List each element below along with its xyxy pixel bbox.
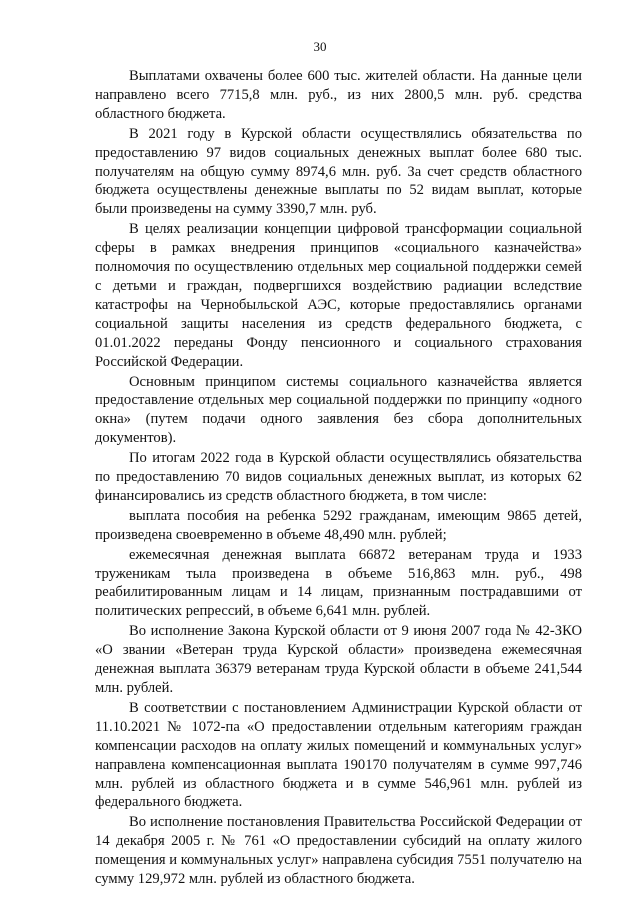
- paragraph-kursk-labor-veterans: Во исполнение Закона Курской области от 9 июня 2007 года № 42-ЗКО «О звании «Ветеран труда Курской области» произведена ежемесячная денежная выплата 36379 ветеранам труда Курской области в объеме 241,544 млн. рублей.: [95, 623, 582, 696]
- paragraph-2021-obligations: В 2021 году в Курской области осуществлялись обязательства по предоставлению 97 видов социальных денежных выплат более 680 тыс. получателям на общую сумму 8974,6 млн. руб. За счет средств областного бюджета осуществлены денежные выплаты по 52 видам выплат, которые были произведены на сумму 3390,7 млн. руб.: [95, 125, 582, 218]
- document-body: [95, 67, 582, 889]
- paragraph-digital-transformation: В целях реализации концепции цифровой трансформации социальной сферы в рамках внедрения принципов «социального казначейства» полномочия по осуществлению отдельных мер социальной поддержки семей с детьми и граждан, подвергшихся воздействию радиации вследствие катастрофы на Чернобыльской АЭС, которые предоставлялись органами социальной защиты населения из средств федерального бюджета, с 01.01.2022 переданы Фонду пенсионного и социального страхования Российской Федерации.: [95, 221, 582, 370]
- page-number: 30: [313, 39, 327, 54]
- paragraph-2022-results: По итогам 2022 года в Курской области осуществлялись обязательства по предоставлению 70 видов социальных денежных выплат, из которых 62 финансировались из средств областного бюджета, в том числе:: [95, 450, 582, 504]
- paragraph-housing-subsidies: Во исполнение постановления Правительства Российской Федерации от 14 декабря 2005 г. № 761 «О предоставлении субсидий на оплату жилого помещения и коммунальных услуг» направлена субсидия 7551 получателю на сумму 129,972 млн. рублей из областного бюджета.: [95, 814, 582, 888]
- paragraph-monthly-payment-veterans: ежемесячная денежная выплата 66872 ветеранам труда и 1933 труженикам тыла произведена в объеме 516,863 млн. руб., 498 реабилитированным лицам и 14 лицам, признанным пострадавшими от политических репрессий, в объеме 6,641 млн. рублей.: [95, 546, 582, 620]
- paragraph-coverage: Выплатами охвачены более 600 тыс. жителей области. На данные цели направлено всего 7715,8 млн. руб., из них 2800,5 млн. руб. средства областного бюджета.: [95, 68, 582, 122]
- paragraph-one-window-principle: Основным принципом системы социального казначейства является предоставление отдельных мер социальной поддержки по принципу «одного окна» (путем подачи одного заявления без сбора дополнительных документов).: [95, 373, 582, 447]
- paragraph-child-allowance: выплата пособия на ребенка 5292 гражданам, имеющим 9865 детей, произведена своевременно в объеме 48,490 млн. рублей;: [95, 507, 582, 543]
- paragraph-housing-compensation: В соответствии с постановлением Администрации Курской области от 11.10.2021 № 1072-па «О предоставлении отдельным категориям граждан компенсации расходов на оплату жилых помещений и коммунальных услуг» направлена компенсационная выплата 190170 получателям в сумме 997,746 млн. рублей из областного бюджета и в сумме 546,961 млн. рублей из федерального бюджета.: [95, 699, 582, 811]
